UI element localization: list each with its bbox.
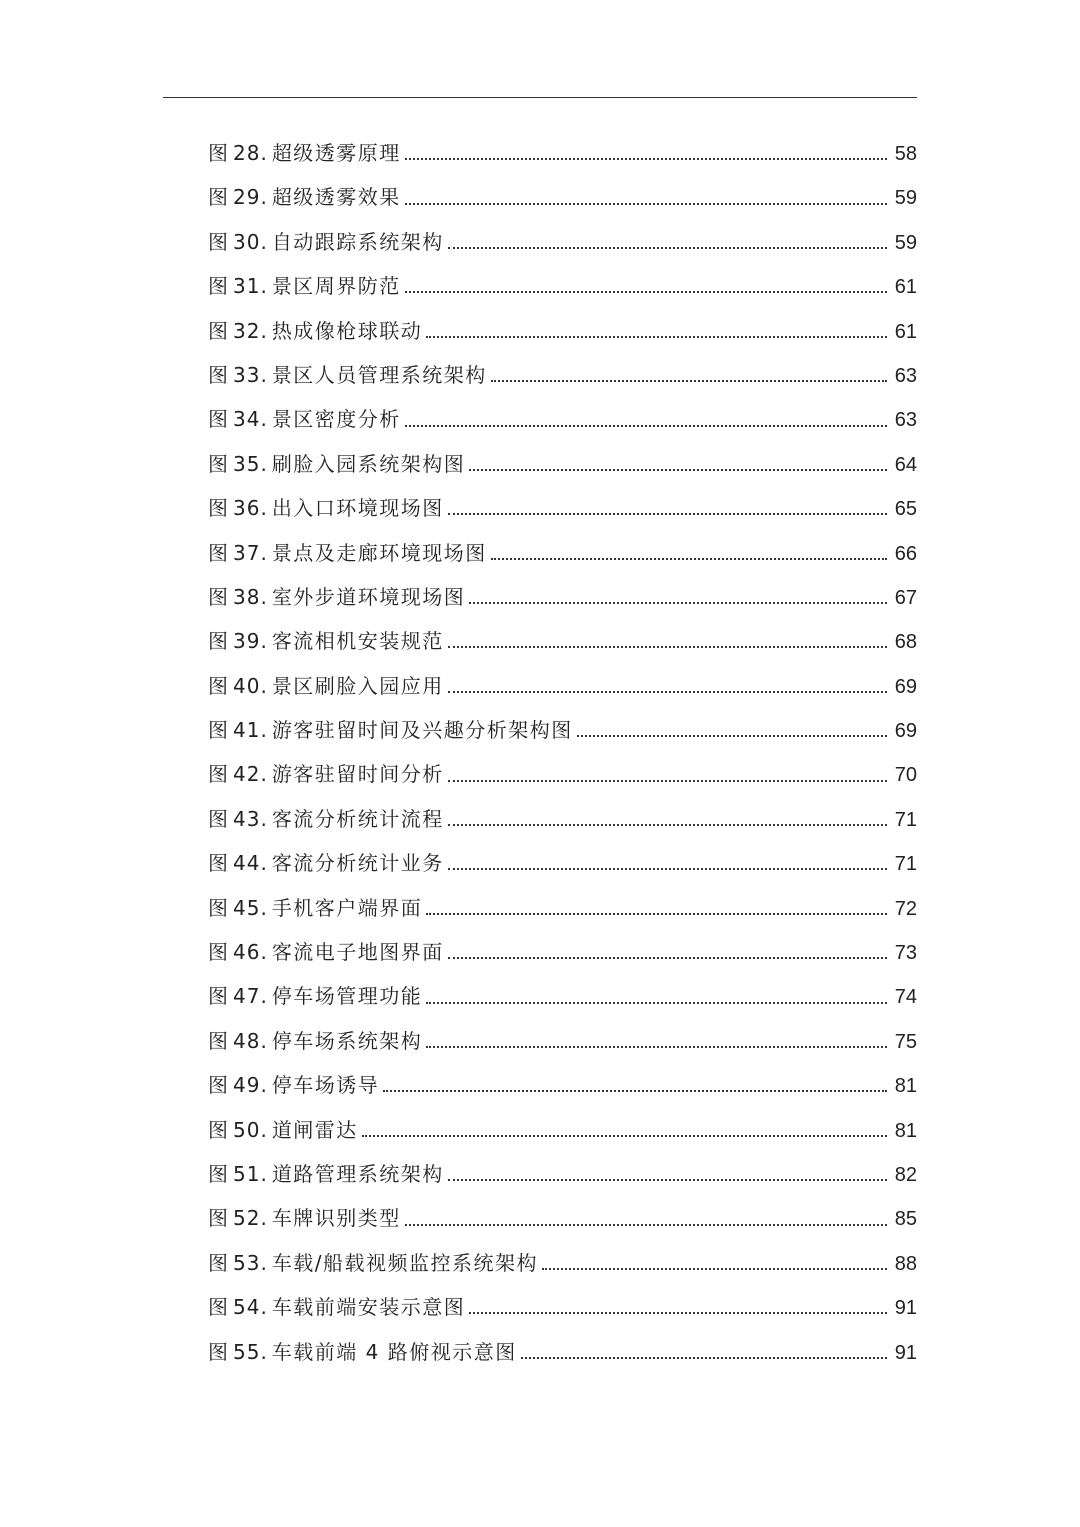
toc-entry-label xyxy=(208,797,444,841)
toc-entry[interactable] xyxy=(208,397,917,441)
toc-entry[interactable] xyxy=(208,264,917,308)
figure-number: 49. xyxy=(233,1073,268,1098)
figure-number: 47. xyxy=(233,984,268,1009)
figure-number: 52. xyxy=(233,1206,268,1231)
dot-leader xyxy=(362,1120,887,1140)
figure-title: 游客驻留时间及兴趣分析架构图 xyxy=(271,718,573,743)
dot-leader xyxy=(426,898,887,918)
toc-entry[interactable] xyxy=(208,309,917,353)
page-number: 70 xyxy=(894,764,917,787)
dot-leader xyxy=(521,1342,887,1362)
figure-number: 37. xyxy=(233,540,268,565)
page-number: 91 xyxy=(894,1341,917,1364)
figure-prefix: 图 xyxy=(208,1117,229,1142)
figure-title: 超级透雾效果 xyxy=(271,185,401,210)
toc-entry-label xyxy=(208,442,465,486)
figure-title: 景点及走廊环境现场图 xyxy=(271,540,487,565)
figure-title: 车载/船载视频监控系统架构 xyxy=(271,1250,539,1275)
dot-leader xyxy=(448,809,887,829)
toc-entry-label xyxy=(208,175,401,219)
figure-title: 热成像枪球联动 xyxy=(271,318,423,343)
toc-entry[interactable] xyxy=(208,1241,917,1285)
dot-leader xyxy=(577,720,887,740)
page-number: 91 xyxy=(894,1297,917,1320)
page-number: 61 xyxy=(894,320,917,343)
toc-entry[interactable] xyxy=(208,575,917,619)
page-number: 58 xyxy=(894,143,917,165)
figure-number: 38. xyxy=(233,584,268,609)
toc-entry-label xyxy=(208,1063,379,1107)
dot-leader xyxy=(405,1209,887,1229)
figure-title: 景区刷脸入园应用 xyxy=(271,673,444,698)
toc-entry-label xyxy=(208,619,444,663)
toc-entry-label xyxy=(208,531,487,575)
figure-prefix: 图 xyxy=(208,496,229,521)
page-number: 81 xyxy=(894,1119,917,1142)
figure-number: 28. xyxy=(233,141,268,165)
figure-prefix: 图 xyxy=(208,1161,229,1186)
toc-entry[interactable] xyxy=(208,1063,917,1107)
figure-prefix: 图 xyxy=(208,1028,229,1053)
page-number: 72 xyxy=(894,897,917,920)
figure-number: 40. xyxy=(233,673,268,698)
figure-title: 超级透雾原理 xyxy=(271,141,401,165)
figure-title: 景区密度分析 xyxy=(271,407,401,432)
dot-leader xyxy=(448,631,887,651)
page-number: 65 xyxy=(894,498,917,521)
toc-entry[interactable] xyxy=(208,664,917,708)
figure-title: 景区周界防范 xyxy=(271,274,401,299)
toc-entry-label xyxy=(208,575,465,619)
toc-entry-label xyxy=(208,353,487,397)
figure-prefix: 图 xyxy=(208,451,229,476)
page-number: 85 xyxy=(894,1208,917,1231)
figure-number: 55. xyxy=(233,1339,268,1364)
figure-prefix: 图 xyxy=(208,362,229,387)
dot-leader xyxy=(405,276,887,296)
page-number: 81 xyxy=(894,1075,917,1098)
page-number: 68 xyxy=(894,631,917,654)
page-number: 69 xyxy=(894,720,917,743)
toc-entry[interactable] xyxy=(208,708,917,752)
figure-prefix: 图 xyxy=(208,940,229,965)
dot-leader xyxy=(426,987,887,1007)
page-number: 64 xyxy=(894,453,917,476)
figure-prefix: 图 xyxy=(208,806,229,831)
toc-entry[interactable] xyxy=(208,486,917,530)
dot-leader xyxy=(491,365,887,385)
page-number: 59 xyxy=(894,187,917,210)
toc-entry-label xyxy=(208,1152,444,1196)
toc-entry-label xyxy=(208,1330,517,1374)
toc-entry-label xyxy=(208,974,422,1018)
toc-entry[interactable] xyxy=(208,1330,917,1374)
figure-number: 54. xyxy=(233,1295,268,1320)
dot-leader xyxy=(542,1253,887,1273)
figure-list xyxy=(208,131,917,1374)
dot-leader xyxy=(405,410,887,430)
dot-leader xyxy=(448,498,887,518)
figure-title: 停车场系统架构 xyxy=(271,1028,423,1053)
toc-entry[interactable] xyxy=(208,1285,917,1329)
page-number: 82 xyxy=(894,1163,917,1186)
figure-prefix: 图 xyxy=(208,584,229,609)
figure-title: 客流分析统计流程 xyxy=(271,806,444,831)
figure-title: 客流电子地图界面 xyxy=(271,940,444,965)
toc-entry[interactable] xyxy=(208,175,917,219)
figure-title: 刷脸入园系统架构图 xyxy=(271,451,466,476)
figure-prefix: 图 xyxy=(208,185,229,210)
toc-entry-label xyxy=(208,708,573,752)
figure-prefix: 图 xyxy=(208,407,229,432)
figure-title: 道路管理系统架构 xyxy=(271,1161,444,1186)
toc-entry[interactable] xyxy=(208,442,917,486)
figure-prefix: 图 xyxy=(208,1250,229,1275)
toc-entry[interactable] xyxy=(208,886,917,930)
figure-title: 景区人员管理系统架构 xyxy=(271,362,487,387)
toc-entry-label xyxy=(208,1108,358,1152)
figure-prefix: 图 xyxy=(208,718,229,743)
page-number: 71 xyxy=(894,808,917,831)
dot-leader xyxy=(448,232,887,252)
toc-entry[interactable] xyxy=(208,974,917,1018)
dot-leader xyxy=(469,454,887,474)
toc-entry[interactable] xyxy=(208,1108,917,1152)
toc-entry[interactable] xyxy=(208,131,917,175)
figure-prefix: 图 xyxy=(208,1073,229,1098)
figure-number: 44. xyxy=(233,851,268,876)
dot-leader xyxy=(469,1297,887,1317)
toc-entry-label xyxy=(208,220,444,264)
figure-prefix: 图 xyxy=(208,673,229,698)
page-number: 88 xyxy=(894,1252,917,1275)
figure-number: 30. xyxy=(233,229,268,254)
toc-entry[interactable] xyxy=(208,220,917,264)
page-number: 75 xyxy=(894,1030,917,1053)
toc-entry[interactable] xyxy=(208,930,917,974)
figure-number: 51. xyxy=(233,1161,268,1186)
figure-number: 33. xyxy=(233,362,268,387)
figure-title: 出入口环境现场图 xyxy=(271,496,444,521)
figure-prefix: 图 xyxy=(208,1206,229,1231)
page-number: 67 xyxy=(894,586,917,609)
page-number: 59 xyxy=(894,231,917,254)
figure-number: 31. xyxy=(233,274,268,299)
dot-leader xyxy=(491,543,887,563)
toc-entry[interactable] xyxy=(208,1152,917,1196)
figure-title: 道闸雷达 xyxy=(271,1117,358,1142)
figure-number: 32. xyxy=(233,318,268,343)
dot-leader xyxy=(426,1031,887,1051)
figure-number: 35. xyxy=(233,451,268,476)
figure-prefix: 图 xyxy=(208,762,229,787)
figure-number: 42. xyxy=(233,762,268,787)
dot-leader xyxy=(405,188,887,208)
figure-title: 车牌识别类型 xyxy=(271,1206,401,1231)
toc-entry-label xyxy=(208,397,401,441)
figure-number: 45. xyxy=(233,895,268,920)
figure-number: 53. xyxy=(233,1250,268,1275)
page-number: 63 xyxy=(894,364,917,387)
toc-entry-label xyxy=(208,1241,538,1285)
toc-entry-label xyxy=(208,752,444,796)
toc-entry-label xyxy=(208,1196,401,1240)
toc-entry[interactable] xyxy=(208,1019,917,1063)
dot-leader xyxy=(448,765,887,785)
figure-prefix: 图 xyxy=(208,229,229,254)
page-number: 66 xyxy=(894,542,917,565)
figure-prefix: 图 xyxy=(208,984,229,1009)
figure-prefix: 图 xyxy=(208,895,229,920)
figure-title: 车载前端 4 路俯视示意图 xyxy=(271,1339,517,1364)
page-number: 63 xyxy=(894,409,917,432)
page-number: 61 xyxy=(894,276,917,299)
dot-leader xyxy=(469,587,887,607)
figure-prefix: 图 xyxy=(208,1295,229,1320)
page-number: 71 xyxy=(894,853,917,876)
toc-entry-label xyxy=(208,841,444,885)
toc-entry-label xyxy=(208,486,444,530)
toc-entry[interactable] xyxy=(208,797,917,841)
header-rule xyxy=(163,97,917,98)
toc-entry[interactable] xyxy=(208,619,917,663)
figure-title: 手机客户端界面 xyxy=(271,895,423,920)
dot-leader xyxy=(383,1075,887,1095)
figure-prefix: 图 xyxy=(208,318,229,343)
figure-prefix: 图 xyxy=(208,1339,229,1364)
dot-leader xyxy=(448,942,887,962)
page-number: 74 xyxy=(894,986,917,1009)
figure-prefix: 图 xyxy=(208,141,229,165)
dot-leader xyxy=(448,853,887,873)
toc-entry-label xyxy=(208,1285,465,1329)
dot-leader xyxy=(448,676,887,696)
figure-number: 50. xyxy=(233,1117,268,1142)
figure-number: 34. xyxy=(233,407,268,432)
figure-title: 客流相机安装规范 xyxy=(271,629,444,654)
toc-entry-label xyxy=(208,131,401,175)
dot-leader xyxy=(426,321,887,341)
figure-number: 29. xyxy=(233,185,268,210)
figure-title: 停车场管理功能 xyxy=(271,984,423,1009)
toc-entry-label xyxy=(208,309,422,353)
figure-number: 43. xyxy=(233,806,268,831)
toc-entry[interactable] xyxy=(208,1196,917,1240)
figure-number: 36. xyxy=(233,496,268,521)
toc-entry-label xyxy=(208,1019,422,1063)
figure-title: 车载前端安装示意图 xyxy=(271,1295,466,1320)
toc-entry-label xyxy=(208,264,401,308)
dot-leader xyxy=(448,1164,887,1184)
figure-title: 客流分析统计业务 xyxy=(271,851,444,876)
toc-entry-label xyxy=(208,886,422,930)
toc-entry[interactable] xyxy=(208,841,917,885)
figure-prefix: 图 xyxy=(208,274,229,299)
figure-title: 停车场诱导 xyxy=(271,1073,380,1098)
page-number: 69 xyxy=(894,675,917,698)
page-number: 73 xyxy=(894,942,917,965)
toc-entry[interactable] xyxy=(208,752,917,796)
figure-number: 48. xyxy=(233,1028,268,1053)
figure-title: 自动跟踪系统架构 xyxy=(271,229,444,254)
figure-prefix: 图 xyxy=(208,540,229,565)
figure-number: 39. xyxy=(233,629,268,654)
dot-leader xyxy=(405,143,887,163)
toc-entry[interactable] xyxy=(208,531,917,575)
figure-prefix: 图 xyxy=(208,851,229,876)
figure-number: 41. xyxy=(233,718,268,743)
figure-title: 室外步道环境现场图 xyxy=(271,584,466,609)
figure-prefix: 图 xyxy=(208,629,229,654)
figure-title: 游客驻留时间分析 xyxy=(271,762,444,787)
toc-entry[interactable] xyxy=(208,353,917,397)
figure-number: 46. xyxy=(233,940,268,965)
toc-entry-label xyxy=(208,930,444,974)
toc-entry-label xyxy=(208,664,444,708)
